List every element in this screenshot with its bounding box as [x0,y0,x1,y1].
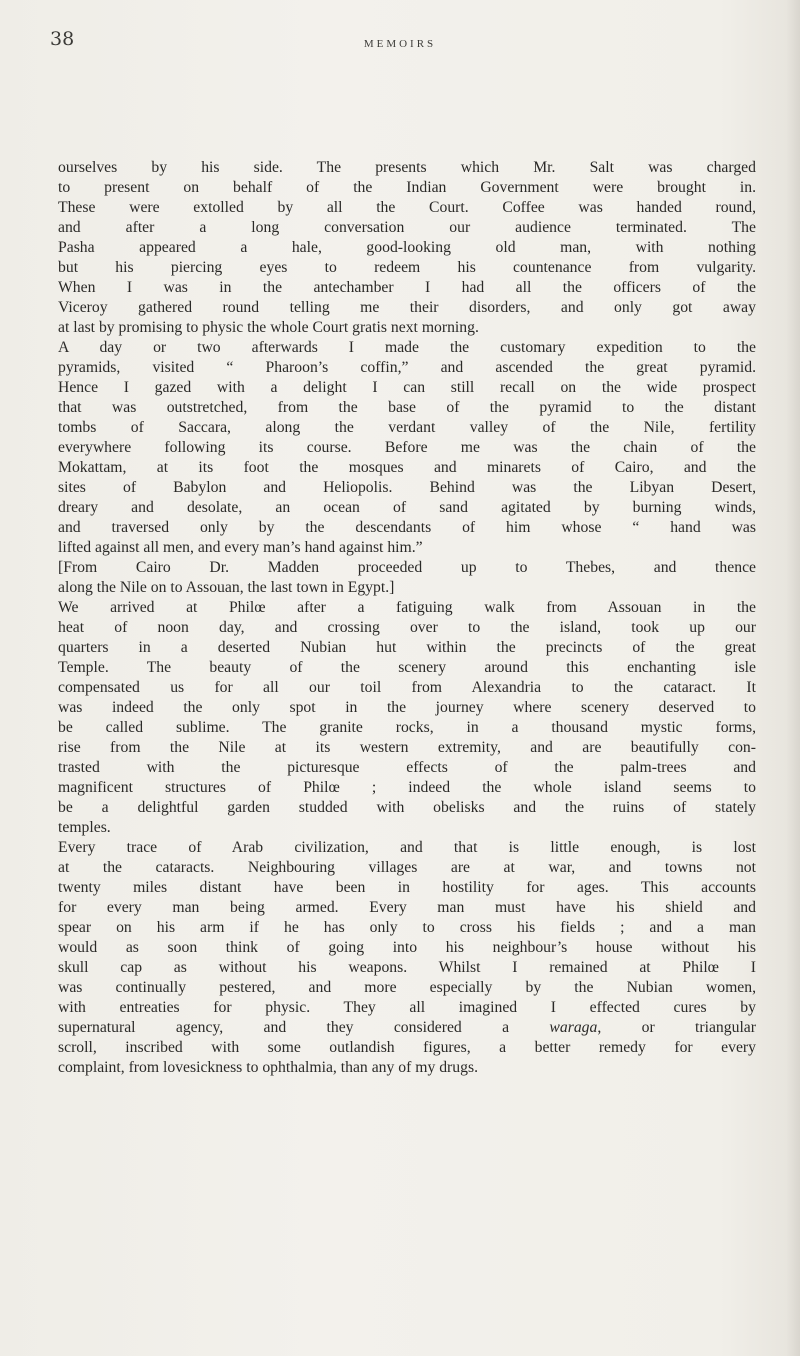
text-line: but his piercing eyes to redeem his countenance from vulgarity. [58,259,756,276]
page-number: 38 [50,28,75,50]
text-line: to present on behalf of the Indian Government were brought in. [58,179,756,196]
text-line: Mokattam, at its foot the mosques and minarets of Cairo, and the [58,459,756,476]
text-line: Every trace of Arab civilization, and that is little enough, is lost [58,839,756,856]
text-line: Viceroy gathered round telling me their disorders, and only got away [58,299,756,316]
text-line: was continually pestered, and more especially by the Nubian women, [58,979,756,996]
text-line: dreary and desolate, an ocean of sand agitated by burning winds, [58,499,756,516]
text-line: along the Nile on to Assouan, the last town in Egypt.] [58,579,395,596]
text-line: magnificent structures of Philœ ; indeed the whole island seems to [58,779,756,796]
text-line: trasted with the picturesque effects of the palm-trees and [58,759,756,776]
text-line: We arrived at Philœ after a fatiguing walk from Assouan in the [58,599,756,616]
text-line: pyramids, visited “ Pharoon’s coffin,” and ascended the great pyramid. [58,359,756,376]
text-line: be a delightful garden studded with obelisks and the ruins of stately [58,799,756,816]
text-line: lifted against all men, and every man’s hand against him.” [58,539,423,556]
text-line: spear on his arm if he has only to cross his fields ; and a man [58,919,756,936]
text-line: for every man being armed. Every man must have his shield and [58,899,756,916]
text-line: and traversed only by the descendants of him whose “ hand was [58,519,756,536]
text-line: Pasha appeared a hale, good-looking old man, with nothing [58,239,756,256]
text-line: and after a long conversation our audience terminated. The [58,219,756,236]
text-line: Temple. The beauty of the scenery around this enchanting isle [58,659,756,676]
text-line: complaint, from lovesickness to ophthalmia, than any of my drugs. [58,1059,479,1076]
body-text [58,158,756,1078]
text-line: heat of noon day, and crossing over to the island, took up our [58,619,756,636]
running-head: MEMOIRS [363,38,437,50]
text-line: ourselves by his side. The presents which Mr. Salt was charged [58,159,756,176]
text-line: everywhere following its course. Before me was the chain of the [58,439,756,456]
text-line: These were extolled by all the Court. Coffee was handed round, [58,199,756,216]
text-line: at the cataracts. Neighbouring villages are at war, and towns not [58,859,756,876]
text-line: with entreaties for physic. They all imagined I effected cures by [58,999,756,1016]
text-line: compensated us for all our toil from Alexandria to the cataract. It [58,679,756,696]
text-line: rise from the Nile at its western extremity, and are beautifully con- [58,739,756,756]
text-line: scroll, inscribed with some outlandish figures, a better remedy for every [58,1039,756,1056]
page-edge-shadow [786,0,800,1356]
text-line: temples. [58,819,111,836]
italic-word: waraga [549,1019,598,1036]
text-line: Hence I gazed with a delight I can still recall on the wide prospect [58,379,756,396]
text-line: A day or two afterwards I made the customary expedition to the [58,339,756,356]
text-line: tombs of Saccara, along the verdant valley of the Nile, fertility [58,419,756,436]
text-line: [From Cairo Dr. Madden proceeded up to Thebes, and thence [58,559,756,576]
text-line: twenty miles distant have been in hostility for ages. This accounts [58,879,756,896]
text-line: at last by promising to physic the whole Court gratis next morning. [58,319,479,336]
text-line: quarters in a deserted Nubian hut within the precincts of the great [58,639,756,656]
text-line: that was outstretched, from the base of the pyramid to the distant [58,399,756,416]
text-line: supernatural agency, and they considered a waraga, or triangular [58,1019,756,1036]
text-line: When I was in the antechamber I had all the officers of the [58,279,756,296]
text-line: would as soon think of going into his neighbour’s house without his [58,939,756,956]
text-line: skull cap as without his weapons. Whilst I remained at Philœ I [58,959,756,976]
text-line: be called sublime. The granite rocks, in a thousand mystic forms, [58,719,756,736]
text-line: was indeed the only spot in the journey where scenery deserved to [58,699,756,716]
text-line: sites of Babylon and Heliopolis. Behind was the Libyan Desert, [58,479,756,496]
